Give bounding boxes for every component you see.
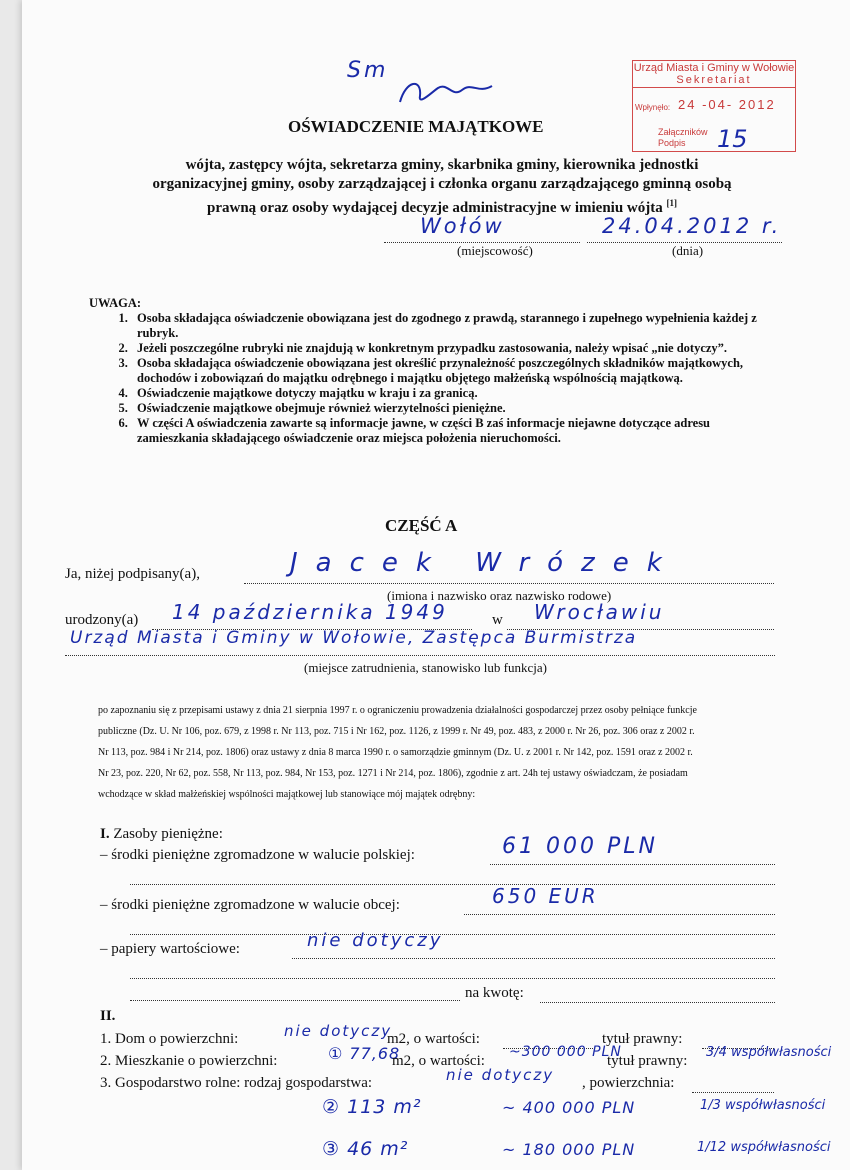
fx-label: – środki pieniężne zgromadzone w walucie obcej: <box>100 897 400 913</box>
extra-property-1-value: ~ 400 000 PLN <box>502 1098 636 1117</box>
house-value: nie dotyczy <box>284 1022 393 1040</box>
notice-item: 5. Oświadczenie majątkowe obejmuje również wierzytelności pieniężne. <box>131 401 779 416</box>
registry-stamp <box>632 60 796 152</box>
notice-label: UWAGA: <box>89 296 142 310</box>
flat-area-value: ① 77,68 <box>328 1044 401 1063</box>
notice-list <box>89 311 779 446</box>
attachments-count: 15 <box>717 125 748 153</box>
document-page <box>22 0 850 1170</box>
amount-field[interactable] <box>540 984 775 1003</box>
notice-item: 2. Jeżeli poszczególne rubryki nie znajdują w konkretnym przypadku zastosowania, należy wpisać „nie dotyczy”. <box>131 341 779 356</box>
notice-item: 4. Oświadczenie majątkowe dotyczy majątku w kraju i za granicą. <box>131 386 779 401</box>
farm-label: 3. Gospodarstwo rolne: rodzaj gospodarstwa: <box>100 1075 373 1091</box>
notice-box <box>89 296 779 446</box>
subtitle: wójta, zastępcy wójta, sekretarza gminy, skarbnika gminy, kierownika jednostki organizacyjnej gminy, osoby zarządzającej i członka organu zarządzającego gminną osobą prawną oraz osoby wydającej decyzje administracyjne w imieniu wójta [1] <box>152 157 732 216</box>
securities-field-cont2[interactable] <box>130 986 460 1001</box>
born-in-label: w <box>492 612 503 628</box>
flat-mid: m2, o wartości: <box>392 1053 485 1069</box>
signed-label: Ja, niżej podpisany(a), <box>65 566 200 582</box>
flat-value: ~300 000 PLN <box>509 1044 622 1060</box>
stamp-sign-label: Podpis <box>658 138 686 148</box>
part-a-title: CZĘŚĆ A <box>385 516 458 535</box>
section-2-title: II. <box>100 1008 116 1024</box>
extra-property-2-title: 1/12 współwłasności <box>697 1140 831 1155</box>
extra-property-1-area: ② 113 m² <box>322 1096 422 1118</box>
flat-title-label: tytuł prawny: <box>607 1053 688 1069</box>
signature-graphic <box>392 72 502 112</box>
farm-type-value: nie dotyczy <box>446 1066 555 1084</box>
name-value: Jacek Wrózek <box>290 548 680 578</box>
legal-basis: po zapoznaniu się z przepisami ustawy z dnia 21 sierpnia 1997 r. o ograniczeniu prowadzenia działalności gospodarczej przez osoby pełniące funkcje publiczne (Dz. U. Nr 106, poz. 679, z 1998 r. Nr 113, poz. 715 i Nr 162, poz. 1126, z 1999 r. Nr 49, poz. 483, z 2000 r. Nr 26, poz. 306 oraz z 2002 r. Nr 113, poz. 984 i Nr 214, poz. 1806) oraz ustawy z dnia 8 marca 1990 r. o samorządzie gminnym (Dz. U. z 2001 r. Nr 142, poz. 1591 oraz z 2002 r. Nr 23, poz. 220, Nr 62, poz. 558, Nr 113, poz. 984, Nr 153, poz. 1271 i Nr 214, poz. 1806), zgodnie z art. 24h tej ustawy oświadczam, że posiadam wchodzące w skład małżeńskiej wspólności majątkowej lub stanowiące mój majątek odrębny: <box>98 705 697 800</box>
notice-item: 3. Osoba składająca oświadczenie obowiązana jest określić przynależność poszczególnych składników majątkowych, dochodów i zobowiązań do majątku odrębnego i majątku objętego małżeńską wspólnością majątkową. <box>131 356 779 386</box>
handwritten-initials: Sm <box>347 58 389 83</box>
notice-item: 6. W części A oświadczenia zawarte są informacje jawne, w części B zaś informacje niejawne dotyczące adresu zamieszkania składającego oświadczenie oraz miejsca położenia nieruchomości. <box>131 416 779 446</box>
pln-value: 61 000 PLN <box>502 834 658 859</box>
farm-end: , powierzchnia: <box>582 1075 675 1091</box>
flat-label: 2. Mieszkanie o powierzchni: <box>100 1053 278 1069</box>
place-caption: (miejscowość) <box>457 243 533 258</box>
page-title: OŚWIADCZENIE MAJĄTKOWE <box>288 117 544 136</box>
extra-property-1-title: 1/3 współwłasności <box>700 1098 826 1113</box>
farm-area-field[interactable] <box>692 1074 774 1093</box>
birth-date-value: 14 października 1949 <box>172 600 448 624</box>
name-caption: (imiona i nazwisko oraz nazwisko rodowe) <box>387 588 612 603</box>
house-mid: m2, o wartości: <box>387 1031 480 1047</box>
amount-label: na kwotę: <box>465 985 524 1001</box>
securities-field-cont[interactable] <box>130 964 775 979</box>
date-caption: (dnia) <box>672 243 704 258</box>
fx-value: 650 EUR <box>492 884 599 908</box>
flat-title-value: 3/4 współwłasności <box>706 1045 832 1060</box>
extra-property-2-area: ③ 46 m² <box>322 1138 409 1160</box>
securities-label: – papiery wartościowe: <box>100 941 240 957</box>
employer-caption: (miejsce zatrudnienia, stanowisko lub funkcja) <box>304 660 547 675</box>
stamp-date: 24 -04- 2012 <box>678 97 776 112</box>
born-label: urodzony(a) <box>65 612 139 628</box>
section-1-title: I. Zasoby pieniężne: <box>100 826 223 842</box>
stamp-office: Urząd Miasta i Gminy w Wołowie <box>633 62 795 74</box>
house-label: 1. Dom o powierzchni: <box>100 1031 239 1047</box>
extra-property-2-value: ~ 180 000 PLN <box>502 1140 636 1159</box>
pln-label: – środki pieniężne zgromadzone w walucie polskiej: <box>100 847 415 863</box>
date-value: 24.04.2012 r. <box>602 214 782 238</box>
notice-item: 1. Osoba składająca oświadczenie obowiązana jest do zgodnego z prawdą, starannego i zupełnego wypełnienia każdej z rubryk. <box>131 311 779 341</box>
stamp-dept: Sekretariat <box>633 74 795 88</box>
stamp-received-label: Wpłynęło: <box>635 103 671 112</box>
birth-place-value: Wrocławiu <box>534 600 665 624</box>
securities-value: nie dotyczy <box>307 930 444 951</box>
pln-field-cont[interactable] <box>130 870 775 885</box>
fx-field-cont[interactable] <box>130 920 775 935</box>
employer-value: Urząd Miasta i Gminy w Wołowie, Zastępca Burmistrza <box>70 628 638 648</box>
place-value: Wołów <box>420 214 505 238</box>
house-title-label: tytuł prawny: <box>602 1031 683 1047</box>
stamp-attachments-label: Załączników <box>658 127 708 137</box>
